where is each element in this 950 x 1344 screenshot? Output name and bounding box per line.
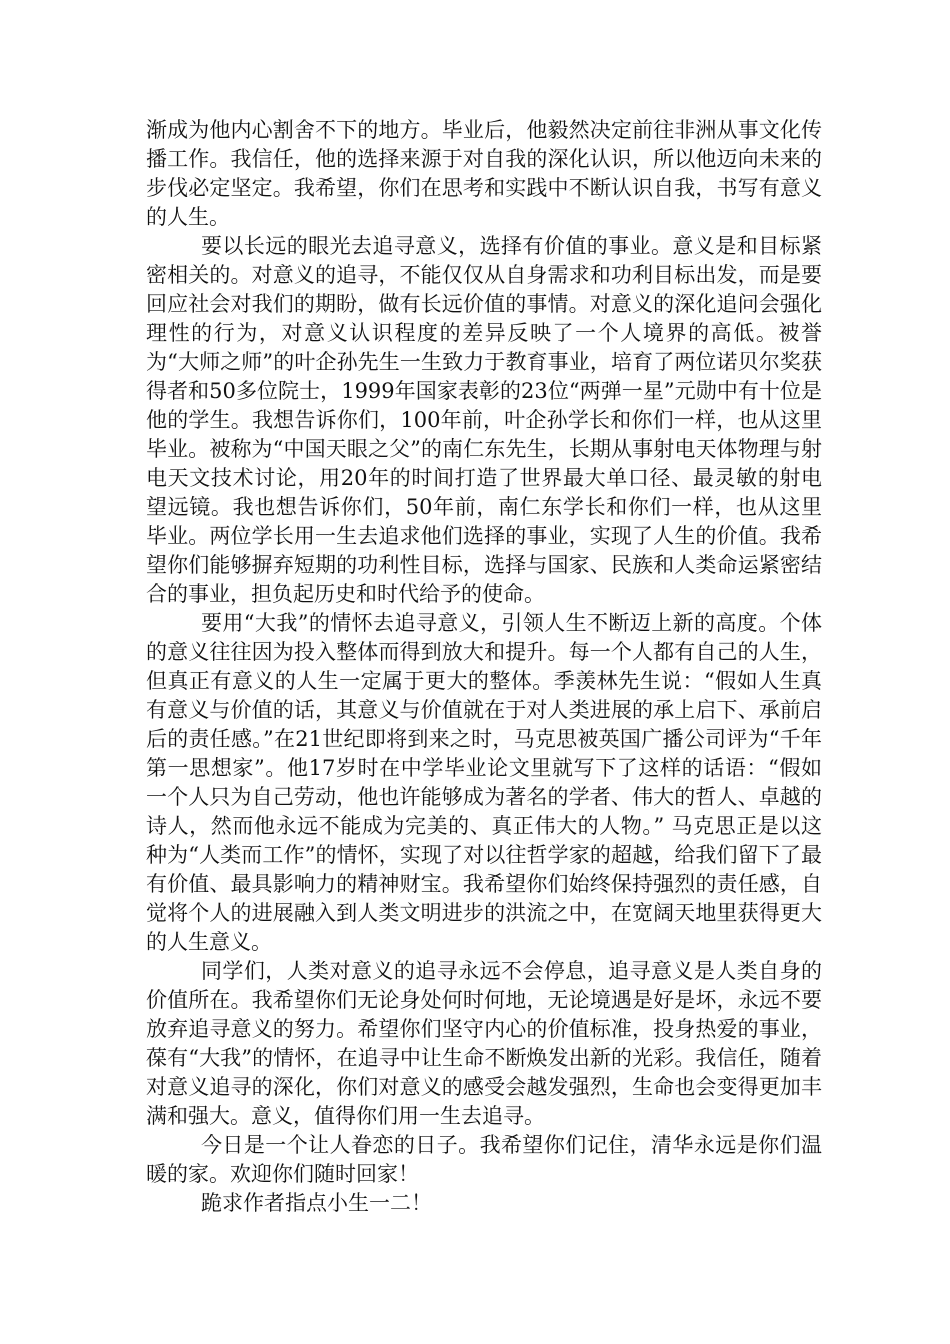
paragraph-2: 要以长远的眼光去追寻意义，选择有价值的事业。意义是和目标紧密相关的。对意义的追寻，不能仅仅从自身需求和功利目标出发，而是要回应社会对我们的期盼，做有长远价值的事情。对意义的深化追问会强化理性的行为，对意义认识程度的差异反映了一个人境界的高低。被誉为“大师之师”的叶企孙先生一生致力于教育事业，培育了两位诺贝尔奖获得者和50多位院士，1999年国家表彰的23位“两弹一星”元勋中有十位是他的学生。我想告诉你们，100年前，叶企孙学长和你们一样，也从这里毕业。被称为“中国天眼之父”的南仁东先生，长期从事射电天体物理与射电天文技术讨论，用20年的时间打造了世界最大单口径、最灵敏的射电望远镜。我也想告诉你们，50年前，南仁东学长和你们一样，也从这里毕业。两位学长用一生去追求他们选择的事业，实现了人生的价值。我希望你们能够摒弃短期的功利性目标，选择与国家、民族和人类命运紧密结合的事业，担负起历史和时代给予的使命。 — [146, 234, 822, 606]
document-body — [146, 116, 822, 1218]
paragraph-5: 今日是一个让人眷恋的日子。我希望你们记住，清华永远是你们温暖的家。欢迎你们随时回家！ — [146, 1133, 822, 1186]
paragraph-3: 要用“大我”的情怀去追寻意义，引领人生不断迈上新的高度。个体的意义往往因为投入整体而得到放大和提升。每一个人都有自己的人生，但真正有意义的人生一定属于更大的整体。季羡林先生说：“假如人生真有意义与价值的话，其意义与价值就在于对人类进展的承上启下、承前启后的责任感。”在21世纪即将到来之时，马克思被英国广播公司评为“千年第一思想家”。他17岁时在中学毕业论文里就写下了这样的话语：“假如一个人只为自己劳动，他也许能够成为著名的学者、伟大的哲人、卓越的诗人，然而他永远不能成为完美的、真正伟大的人物。” 马克思正是以这种为“人类而工作”的情怀，实现了对以往哲学家的超越，给我们留下了最有价值、最具影响力的精神财宝。我希望你们始终保持强烈的责任感，自觉将个人的进展融入到人类文明进步的洪流之中，在宽阔天地里获得更大的人生意义。 — [146, 611, 822, 954]
paragraph-1: 渐成为他内心割舍不下的地方。毕业后，他毅然决定前往非洲从事文化传播工作。我信任，他的选择来源于对自我的深化认识，所以他迈向未来的步伐必定坚定。我希望，你们在思考和实践中不断认识自我，书写有意义的人生。 — [146, 118, 822, 229]
paragraph-6: 跪求作者指点小生一二！ — [201, 1191, 432, 1215]
paragraph-4: 同学们，人类对意义的追寻永远不会停息，追寻意义是人类自身的价值所在。我希望你们无论身处何时何地，无论境遇是好是坏，永远不要放弃追寻意义的努力。希望你们坚守内心的价值标准，投身热爱的事业，葆有“大我”的情怀，在追寻中让生命不断焕发出新的光彩。我信任，随着对意义追寻的深化，你们对意义的感受会越发强烈，生命也会变得更加丰满和强大。意义，值得你们用一生去追寻。 — [146, 959, 822, 1128]
